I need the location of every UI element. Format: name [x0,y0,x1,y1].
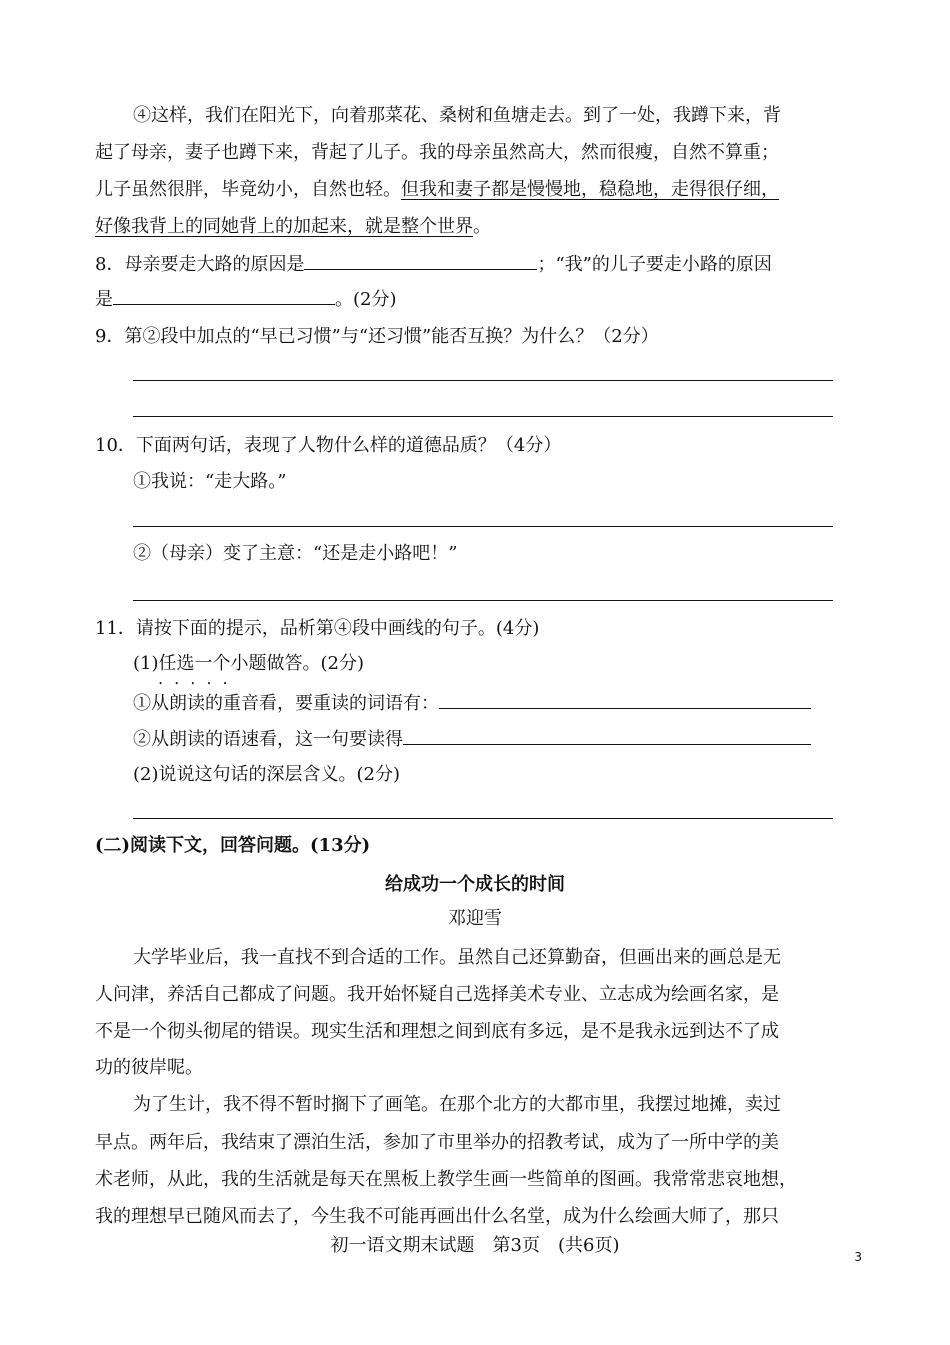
q9-answer-line[interactable] [133,416,833,417]
q8-answer-blank-2[interactable] [113,286,335,305]
article-author: 邓迎雪 [448,908,502,929]
article-title: 给成功一个成长的时间 [385,874,565,895]
question-8-cont [95,286,397,312]
q11-sub2: (2)说说这句话的深层含义。(2分) [133,764,400,785]
passage-text: 儿子虽然很胖，毕竟幼小，自然也轻。 [95,179,401,200]
dotted-emphasis: 任选一个 ••••• [159,652,231,676]
q10-sentence-2: ②（母亲）变了主意：“还是走小路吧！” [133,543,458,564]
article-line: 功的彼岸呢。 [95,1057,203,1078]
passage-line: 起了母亲，妻子也蹲下来，背起了儿子。我的母亲虽然高大，然而很瘦，自然不算重； [95,142,779,163]
q8-points: 。(2分) [335,289,397,310]
passage-line: ④这样，我们在阳光下，向着那菜花、桑树和鱼塘走去。到了一处，我蹲下来，背 [133,105,781,126]
q11-option-2-blank[interactable] [403,726,811,745]
article-line: 不是一个彻头彻尾的错误。现实生活和理想之间到底有多远，是不是我永远到达不了成 [95,1021,779,1042]
section-2-header: (二)阅读下文，回答问题。(13分) [95,835,371,856]
article-line: 术老师，从此，我的生活就是每天在黑板上教学生画一些简单的图画。我常常悲哀地想， [95,1169,797,1190]
q8-text: ；“我”的儿子要走小路的原因 [537,254,772,275]
passage-text: 。 [473,216,491,237]
article-line: 我的理想早已随风而去了，今生我不可能再画出什么名堂，成为什么绘画大师了，那只 [95,1206,779,1227]
question-11: 11．请按下面的提示，品析第④段中画线的句子。(4分) [95,618,540,639]
q8-text: 8．母亲要走大路的原因是 [95,254,305,275]
article-line: 大学毕业后，我一直找不到合适的工作。虽然自己还算勤奋，但画出来的画总是无 [133,947,781,968]
question-8 [95,251,772,277]
page-footer: 初一语文期末试题 第3页 (共6页) [330,1235,620,1256]
q10-sentence-1: ①我说：“走大路。” [133,471,287,492]
question-9: 9．第②段中加点的“早已习惯”与“还习惯”能否互换？为什么？（2分） [95,326,659,347]
q8-answer-blank-1[interactable] [304,251,537,270]
q11-sub1 [133,652,364,676]
q11-option-1-blank[interactable] [439,690,811,709]
q11-sub1-prefix: (1) [133,653,159,674]
q8-text: 是 [95,289,113,310]
page-number: 3 [854,1250,862,1264]
q11-option-1-text: ①从朗读的重音看，要重读的词语有： [133,693,439,714]
q10-answer-line[interactable] [133,526,833,527]
article-line: 人问津，养活自己都成了问题。我开始怀疑自己选择美术专业、立志成为绘画名家，是 [95,984,779,1005]
underlined-sentence-part2: 好像我背上的同她背上的加起来，就是整个世界 [95,216,473,237]
article-line: 为了生计，我不得不暂时搁下了画笔。在那个北方的大都市里，我摆过地摊，卖过 [133,1094,781,1115]
q11-option-2-text: ②从朗读的语速看，这一句要读得 [133,729,403,750]
article-line: 早点。两年后，我结束了漂泊生活，参加了市里举办的招教考试，成为了一所中学的美 [95,1132,779,1153]
passage-line [95,215,491,239]
underlined-sentence-part1: 但我和妻子都是慢慢地，稳稳地，走得很仔细， [401,179,779,200]
q10-answer-line[interactable] [133,600,833,601]
passage-line [95,178,779,202]
q9-answer-line[interactable] [133,380,833,381]
q11-sub1-suffix: 小题做答。(2分) [230,653,364,674]
q11-option-2 [133,726,811,752]
q11-answer-line[interactable] [133,818,833,819]
q11-option-1 [133,690,811,716]
question-10: 10．下面两句话，表现了人物什么样的道德品质？（4分） [95,435,562,456]
